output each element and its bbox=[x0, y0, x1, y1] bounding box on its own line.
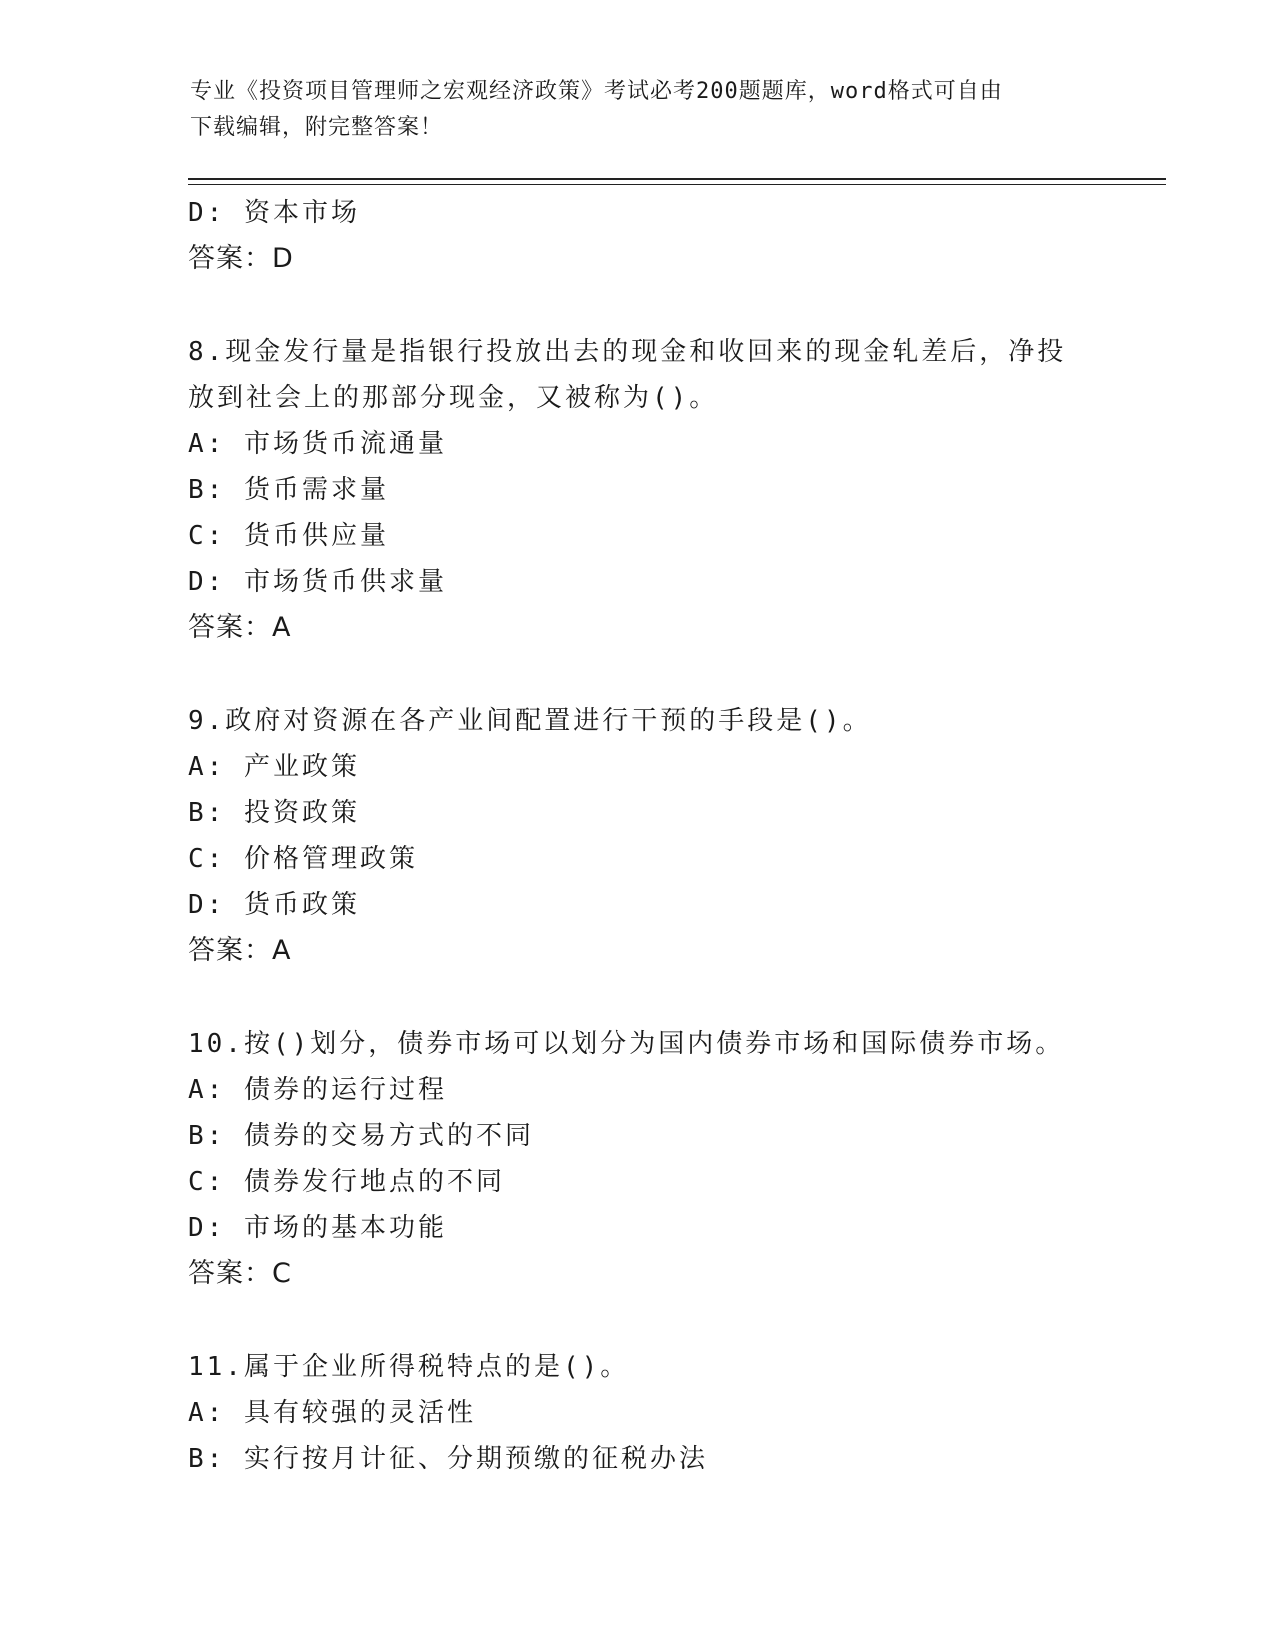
option-a: A: 具有较强的灵活性 bbox=[188, 1398, 476, 1428]
question-9 bbox=[188, 698, 1088, 974]
answer: 答案：C bbox=[188, 1258, 292, 1289]
header-line-1: 专业《投资项目管理师之宏观经济政策》考试必考200题题库，word格式可自由 bbox=[190, 79, 1003, 104]
question-stem: 9.政府对资源在各产业间配置进行干预的手段是()。 bbox=[188, 706, 872, 736]
option-b: B: 投资政策 bbox=[188, 798, 360, 828]
option-c: C: 价格管理政策 bbox=[188, 844, 418, 874]
header-divider-thick bbox=[188, 178, 1166, 180]
header-line-2: 下载编辑，附完整答案！ bbox=[190, 115, 444, 140]
option-c: C: 债券发行地点的不同 bbox=[188, 1167, 505, 1197]
answer: 答案：A bbox=[188, 935, 292, 966]
question-stem: 11.属于企业所得税特点的是()。 bbox=[188, 1352, 630, 1382]
option-b: B: 债券的交易方式的不同 bbox=[188, 1121, 534, 1151]
answer: 答案：A bbox=[188, 612, 292, 643]
answer: 答案：D bbox=[188, 243, 294, 274]
option-b: B: 实行按月计征、分期预缴的征税办法 bbox=[188, 1444, 708, 1474]
option-a: A: 市场货币流通量 bbox=[188, 429, 447, 459]
option-b: B: 货币需求量 bbox=[188, 475, 389, 505]
option-c: C: 货币供应量 bbox=[188, 521, 389, 551]
option-d: D: 货币政策 bbox=[188, 890, 360, 920]
question-stem: 8.现金发行量是指银行投放出去的现金和收回来的现金轧差后，净投 bbox=[188, 337, 1067, 367]
option-a: A: 产业政策 bbox=[188, 752, 360, 782]
question-stem-cont: 放到社会上的那部分现金，又被称为()。 bbox=[188, 383, 719, 413]
option-d: D: 市场的基本功能 bbox=[188, 1213, 447, 1243]
question-11 bbox=[188, 1344, 1088, 1482]
question-8 bbox=[188, 329, 1088, 651]
document-body bbox=[188, 190, 1088, 1482]
question-10 bbox=[188, 1021, 1088, 1297]
option-d: D: 资本市场 bbox=[188, 198, 360, 228]
question-stem: 10.按()划分，债券市场可以划分为国内债券市场和国际债券市场。 bbox=[188, 1029, 1065, 1059]
option-d: D: 市场货币供求量 bbox=[188, 567, 447, 597]
option-a: A: 债券的运行过程 bbox=[188, 1075, 447, 1105]
header-divider-thin bbox=[188, 184, 1166, 185]
document-header bbox=[190, 74, 1090, 146]
